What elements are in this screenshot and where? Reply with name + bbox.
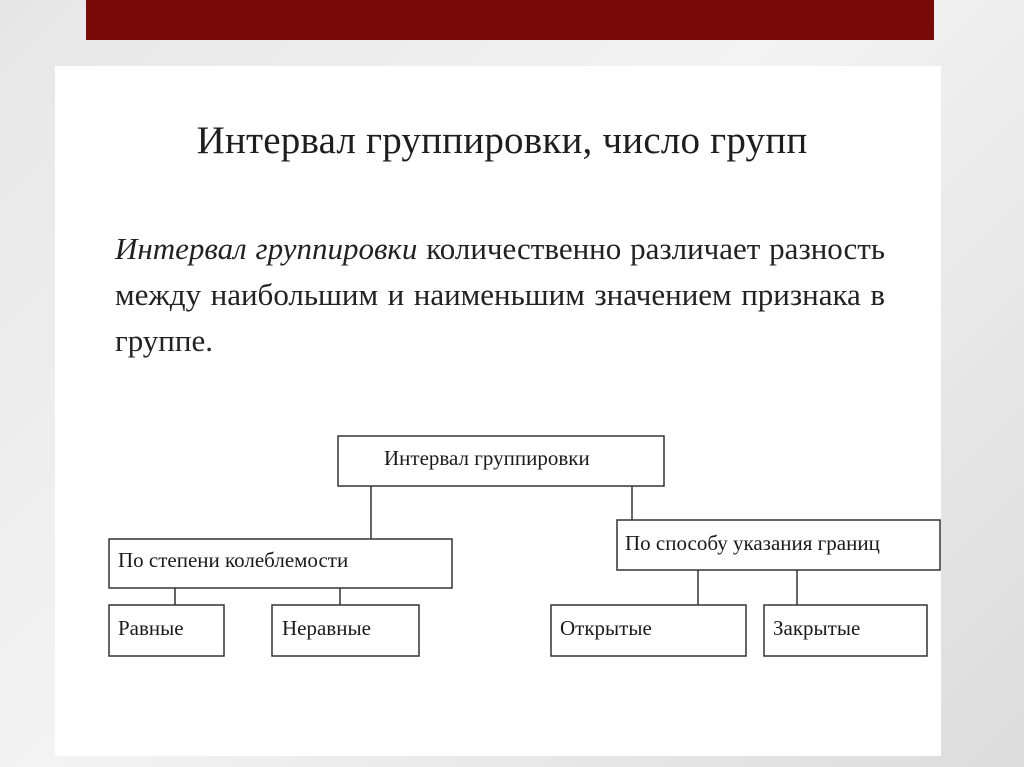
node-left-branch: По степени колеблемости [118, 548, 349, 572]
slide-title: Интервал группировки, число групп [196, 119, 808, 162]
node-open: Открытые [560, 616, 652, 640]
node-root: Интервал группировки [384, 446, 590, 470]
definition-term: Интервал группировки [115, 231, 418, 266]
definition-text: количественно различает разность между наибольшим и наименьшим значением признака в группе. [115, 231, 885, 358]
node-closed: Закрытые [773, 616, 861, 640]
node-equal: Равные [118, 616, 184, 640]
node-right-branch: По способу указания границ [625, 531, 880, 555]
node-unequal: Неравные [282, 616, 371, 640]
